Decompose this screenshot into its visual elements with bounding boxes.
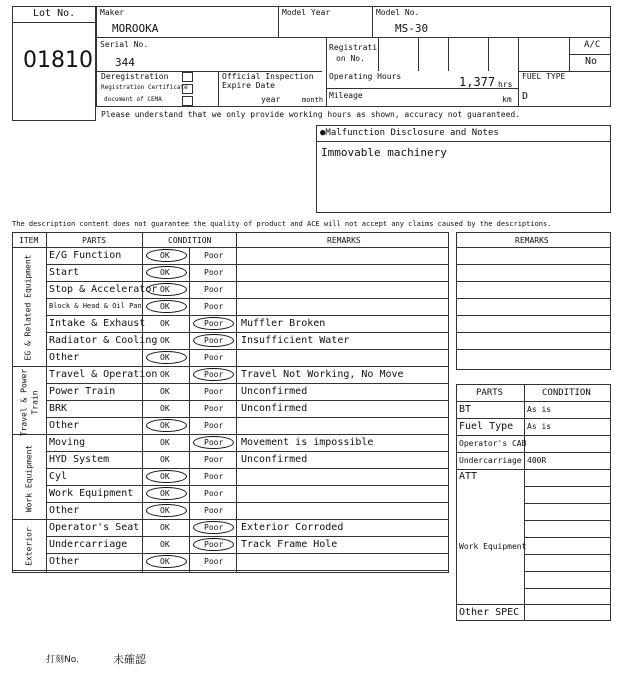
selected-poor-circle [193,368,234,381]
mileage-unit: km [502,95,512,104]
condition-ok[interactable]: OK [160,387,170,396]
group-label-work: Work Equipment [24,444,34,513]
table-row [46,349,449,366]
group-label-travel-2: Train [30,390,40,415]
parts-header-condition: CONDITION [542,388,591,398]
registration-certificate-checkbox[interactable] [182,84,193,94]
serial-label: Serial No. [100,40,149,49]
condition-ok[interactable]: OK [160,302,170,311]
remark-text: Travel Not Working, No Move [241,369,404,380]
part-name: Power Train [49,386,116,397]
selected-ok-circle [146,419,187,432]
remark-text: Muffler Broken [241,318,326,329]
part-name: Moving [49,437,86,448]
att-label: ATT [459,471,478,482]
part-name: Other [49,420,80,431]
remark-text: Unconfirmed [241,386,308,397]
condition-poor[interactable]: Poor [204,285,224,294]
model-year-label: Model Year [282,8,331,17]
inspection-year: year [261,95,281,104]
lot-number: 01810 [23,48,93,73]
part-name: Other [49,505,80,516]
selected-poor-circle [193,334,234,347]
selected-ok-circle [146,266,187,279]
group-label-eg: EG & Related Equipment [23,254,33,361]
condition-poor[interactable]: Poor [204,336,224,345]
condition-ok[interactable]: OK [160,523,170,532]
parts-row-name: Operator's CAB [459,439,527,448]
parts-header-parts: PARTS [476,388,504,398]
selected-poor-circle [193,436,234,449]
ac-label: A/C [584,40,601,50]
condition-ok[interactable]: OK [160,353,170,362]
parts-row-name: BT [459,404,472,415]
header-parts: PARTS [82,236,107,245]
selected-ok-circle [146,504,187,517]
part-name: Radiator & Cooling [49,335,158,346]
condition-ok[interactable]: OK [160,540,170,549]
condition-ok[interactable]: OK [160,370,170,379]
condition-poor[interactable]: Poor [204,506,224,515]
part-name: Block & Head & Oil Pan [49,302,142,310]
part-name: BRK [49,403,68,414]
parts-row-condition: 400R [527,456,547,465]
mileage-label: Mileage [329,91,363,100]
condition-poor[interactable]: Poor [204,540,224,549]
condition-ok[interactable]: OK [160,285,170,294]
condition-ok[interactable]: OK [160,251,170,260]
remark-text: Track Frame Hole [241,539,338,550]
condition-ok[interactable]: OK [160,489,170,498]
table-row [46,553,449,570]
parts-row-condition: As is [527,405,552,414]
header-item: ITEM [19,236,39,245]
work-equipment-label: Work Equipment [459,542,527,551]
selected-ok-circle [146,487,187,500]
selected-poor-circle [193,317,234,330]
table-row [46,264,449,281]
selected-poor-circle [193,538,234,551]
condition-ok[interactable]: OK [160,472,170,481]
remark-text: Insufficient Water [241,335,350,346]
group-label-exterior: Exterior [24,527,34,566]
serial-value: 344 [115,56,135,69]
condition-ok[interactable]: OK [160,557,170,566]
registration-label-1: Registrati [329,43,378,52]
condition-poor[interactable]: Poor [204,251,224,260]
selected-ok-circle [146,300,187,313]
registration-certificate-label: Registration Certificate [101,84,188,91]
condition-poor[interactable]: Poor [204,523,224,532]
malfunction-box [316,125,611,213]
group-label-travel-1: Travel & Power [19,368,29,437]
condition-poor[interactable]: Poor [204,319,224,328]
selected-poor-circle [193,521,234,534]
remark-text: Exterior Corroded [241,522,344,533]
remark-text: Movement is impossible [241,437,374,448]
operating-hours-value: 1,377 [459,75,496,89]
maker-value: MOROOKA [112,22,159,35]
selected-ok-circle [146,470,187,483]
remark-text: Unconfirmed [241,454,308,465]
table-row [46,468,449,485]
condition-poor[interactable]: Poor [204,455,224,464]
inspection-month: month [302,96,324,104]
condition-poor[interactable]: Poor [204,438,224,447]
part-name: Work Equipment [49,488,134,499]
part-name: Intake & Exhaust [49,318,146,329]
condition-poor[interactable]: Poor [204,404,224,413]
selected-ok-circle [146,555,187,568]
part-name: Cyl [49,471,68,482]
condition-poor[interactable]: Poor [204,302,224,311]
part-name: E/G Function [49,250,122,261]
condition-ok[interactable]: OK [160,506,170,515]
inspection-label-1: Official Inspection [222,72,314,81]
part-name: Undercarriage [49,539,128,550]
cema-label: document of CEMA [104,96,162,103]
registration-label-2: on No. [336,54,365,63]
table-row [46,417,449,434]
cema-checkbox[interactable] [182,96,193,106]
parts-row-name: Undercarriage [459,456,522,465]
header-remarks-right: REMARKS [515,236,549,245]
selected-ok-circle [146,283,187,296]
deregistration-checkbox[interactable] [182,72,193,82]
parts-row-name: Fuel Type [459,421,514,432]
part-name: Other [49,352,80,363]
condition-ok[interactable]: OK [160,404,170,413]
operating-hours-unit: hrs [498,80,513,89]
lot-label: Lot No. [33,8,76,19]
header-remarks: REMARKS [327,236,361,245]
parts-row-condition: As is [527,422,552,431]
condition-ok[interactable]: OK [160,268,170,277]
malfunction-label: ●Malfunction Disclosure and Notes [320,128,499,138]
condition-poor[interactable]: Poor [204,268,224,277]
hours-notice: Please understand that we only provide working hours as shown, accuracy not guaranteed. [101,110,521,119]
condition-poor[interactable]: Poor [204,489,224,498]
malfunction-text: Immovable machinery [321,146,447,159]
condition-ok[interactable]: OK [160,319,170,328]
part-name: Operator's Seat [49,522,140,533]
part-name: Other [49,556,80,567]
condition-poor[interactable]: Poor [204,557,224,566]
other-spec-label: Other SPEC [459,607,520,618]
maker-label: Maker [100,8,125,17]
inspection-label-2: Expire Date [222,81,275,90]
fuel-type-value: D [522,91,529,102]
deregistration-label: Deregistration [101,72,169,81]
operating-hours-label: Operating Hours [329,72,402,81]
model-no-label: Model No. [376,8,420,17]
condition-ok[interactable]: OK [160,336,170,345]
condition-poor[interactable]: Poor [204,472,224,481]
condition-poor[interactable]: Poor [204,370,224,379]
part-name: Travel & Operation [49,369,158,380]
selected-ok-circle [146,249,187,262]
condition-ok[interactable]: OK [160,438,170,447]
condition-ok[interactable]: OK [160,421,170,430]
part-name: Stop & Accelerator [49,284,158,295]
selected-ok-circle [146,351,187,364]
ac-value: No [585,56,598,67]
stamp-no-label: 打刻No. [46,655,79,665]
condition-poor[interactable]: Poor [204,353,224,362]
stamp-no-value: 未確認 [113,653,146,666]
part-name: Start [49,267,80,278]
remark-text: Unconfirmed [241,403,308,414]
condition-poor[interactable]: Poor [204,421,224,430]
part-name: HYD System [49,454,110,465]
fuel-type-label: FUEL TYPE [522,72,566,81]
table-row [46,502,449,519]
disclaimer: The description content does not guarantee the quality of product and ACE will not accept any claims caused by the descriptions. [12,220,552,228]
header-condition: CONDITION [168,236,212,245]
model-no-value: MS-30 [395,22,429,35]
condition-poor[interactable]: Poor [204,387,224,396]
condition-ok[interactable]: OK [160,455,170,464]
